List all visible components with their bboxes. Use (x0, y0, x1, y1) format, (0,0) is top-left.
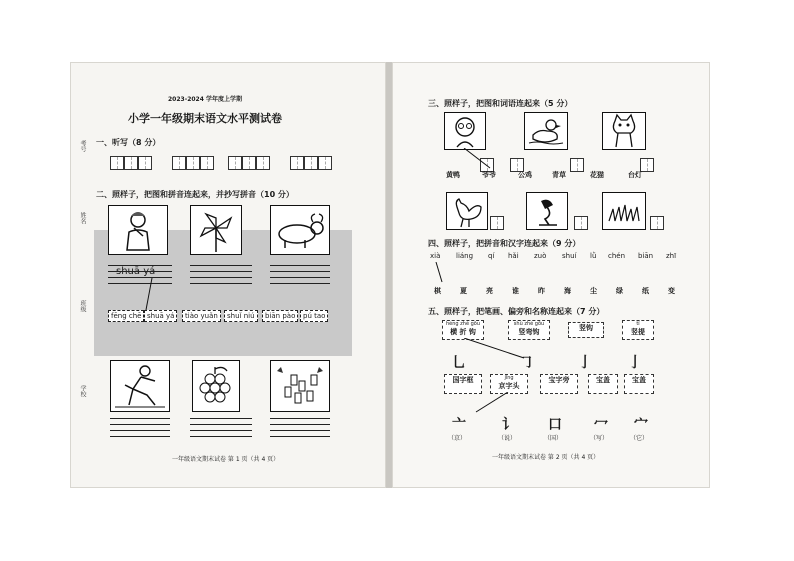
hanzi-item[interactable]: 变 (668, 287, 675, 295)
grapes-picture (192, 360, 240, 412)
stroke-name-card[interactable] (442, 320, 484, 340)
word-option[interactable]: 台灯 (628, 171, 642, 179)
copy-lines[interactable] (190, 418, 252, 442)
word-option[interactable]: 花猫 (590, 171, 604, 179)
stroke-name-hanzi: 竖弯钩 (518, 328, 540, 336)
water-buffalo-picture (270, 205, 330, 255)
sample-connector-line (430, 262, 450, 284)
rooster-picture (446, 192, 488, 230)
pinyin-item[interactable]: biān (638, 252, 654, 260)
copy-lines[interactable] (110, 418, 170, 442)
radical-example: （京） (448, 435, 467, 442)
radical-name-card[interactable] (444, 374, 482, 394)
pinyin-option[interactable]: pú tao (300, 310, 328, 322)
pinyin-item[interactable]: zhī (666, 252, 677, 260)
hanzi-item[interactable]: 海 (564, 287, 571, 295)
stroke-name-card[interactable] (568, 322, 604, 338)
answer-box[interactable] (490, 216, 504, 230)
dictation-box[interactable] (318, 156, 332, 170)
answer-box[interactable] (570, 158, 584, 172)
radical-name-hanzi: 宝字旁 (548, 376, 570, 384)
radical-glyph[interactable]: 亠 (452, 417, 466, 433)
dictation-box[interactable] (228, 156, 242, 170)
grass-picture (602, 192, 646, 230)
radical-name-hanzi: 宝盖 (596, 376, 610, 384)
pinyin-item[interactable]: xià (430, 252, 441, 260)
stroke-name-hanzi: 竖钩 (579, 324, 593, 332)
dictation-box[interactable] (172, 156, 186, 170)
word-option[interactable]: 黄鸭 (446, 171, 460, 179)
hanzi-item[interactable]: 纸 (642, 287, 649, 295)
stroke-name-pinyin: shù zhé gōu (513, 321, 545, 327)
hanzi-item[interactable]: 绿 (616, 287, 623, 295)
stroke-name-card[interactable] (622, 320, 654, 340)
pinyin-option[interactable]: tiào yuǎn (182, 310, 221, 322)
grandpa-picture (444, 112, 486, 150)
pinyin-option[interactable]: biān pào (262, 310, 298, 322)
hanzi-item[interactable]: 谁 (512, 287, 519, 295)
sample-connector-line (140, 278, 160, 312)
stroke-name-pinyin: tí (636, 321, 640, 327)
pinyin-item[interactable]: qí (488, 252, 495, 260)
pinyin-item[interactable]: shuí (562, 252, 577, 260)
word-option[interactable]: 爷爷 (482, 171, 496, 179)
hanzi-item[interactable]: 昨 (538, 287, 545, 295)
radical-name-hanzi: 宝盖 (632, 376, 646, 384)
section-3-heading: 三、照样子，把图和词语连起来（5 分） (428, 99, 573, 108)
side-label-id: 考号 (79, 140, 86, 152)
child-brushing-teeth-picture (108, 205, 168, 255)
radical-example: （国） (544, 435, 563, 442)
radical-name-card[interactable] (588, 374, 618, 394)
dictation-box[interactable] (138, 156, 152, 170)
side-label-class: 班级 (79, 300, 86, 312)
sample-connector-line (470, 392, 520, 414)
pinyin-option[interactable]: fēng chē (108, 310, 144, 322)
radical-name-hanzi: 京字头 (498, 382, 520, 390)
radical-example: （写） (590, 435, 609, 442)
radical-name-card[interactable] (624, 374, 654, 394)
duck-picture (524, 112, 568, 150)
hanzi-item[interactable]: 亮 (486, 287, 493, 295)
radical-glyph[interactable]: 宀 (634, 417, 648, 433)
radical-glyph[interactable]: 讠 (502, 417, 516, 433)
year-term: 2023-2024 学年度上学期 (168, 96, 242, 103)
page-1-footer: 一年级语文期末试卷 第 1 页（共 4 页） (172, 456, 280, 463)
pinyin-item[interactable]: hǎi (508, 252, 519, 260)
pinwheel-picture (190, 205, 242, 255)
radical-example: （它） (630, 435, 649, 442)
sample-connector-line (460, 148, 500, 170)
dictation-box[interactable] (242, 156, 256, 170)
word-option[interactable]: 青草 (552, 171, 566, 179)
stroke-glyph[interactable]: 乚 (452, 355, 466, 371)
word-option[interactable]: 公鸡 (518, 171, 532, 179)
dictation-box[interactable] (124, 156, 138, 170)
radical-example: （说） (498, 435, 517, 442)
pinyin-item[interactable]: lǜ (590, 252, 597, 260)
page-2-footer: 一年级语文期末试卷 第 2 页（共 4 页） (492, 454, 600, 461)
hanzi-item[interactable]: 棋 (434, 287, 441, 295)
dictation-box[interactable] (256, 156, 270, 170)
side-label-name: 姓名 (79, 212, 86, 224)
section-5-heading: 五、照样子，把笔画、偏旁和名称连起来（7 分） (428, 307, 605, 316)
section-1-heading: 一、听写（8 分） (96, 138, 161, 147)
firecrackers-picture (270, 360, 330, 412)
desk-lamp-picture (526, 192, 568, 230)
hanzi-item[interactable]: 尘 (590, 287, 597, 295)
radical-name-card[interactable] (490, 374, 528, 394)
pinyin-option[interactable]: shuā yá (144, 310, 177, 322)
side-label-school: 学校 (79, 385, 86, 397)
dictation-box[interactable] (200, 156, 214, 170)
pinyin-option[interactable]: shuǐ niú (224, 310, 258, 322)
radical-name-pinyin: jīng (504, 375, 514, 381)
radical-name-card[interactable] (540, 374, 578, 394)
stroke-name-pinyin: héng zhé gōu (445, 321, 481, 327)
pinyin-item[interactable]: zuò (534, 252, 547, 260)
cat-picture (602, 112, 646, 150)
copy-lines[interactable] (270, 265, 330, 289)
answer-box[interactable] (640, 158, 654, 172)
radical-glyph[interactable]: 冖 (594, 417, 608, 433)
radical-glyph[interactable]: 口 (548, 417, 562, 433)
section-2-heading: 二、照样子，把图和拼音连起来，并抄写拼音（10 分） (96, 190, 294, 199)
dictation-box[interactable] (304, 156, 318, 170)
stroke-glyph[interactable]: 亅 (578, 355, 592, 371)
stroke-name-hanzi: 竖提 (631, 328, 645, 336)
copy-lines[interactable] (190, 265, 252, 289)
stroke-glyph[interactable]: ㇆ (520, 355, 534, 371)
dictation-box[interactable] (110, 156, 124, 170)
radical-name-hanzi: 国字框 (452, 376, 474, 384)
child-jumping-picture (110, 360, 170, 412)
stroke-name-card[interactable] (508, 320, 550, 340)
dictation-box[interactable] (186, 156, 200, 170)
section-4-heading: 四、照样子，把拼音和汉字连起来（9 分） (428, 239, 581, 248)
answer-box[interactable] (650, 216, 664, 230)
answer-box[interactable] (574, 216, 588, 230)
stroke-glyph[interactable]: 亅 (628, 355, 642, 371)
dictation-box[interactable] (290, 156, 304, 170)
copy-lines[interactable] (270, 418, 330, 442)
pinyin-item[interactable]: liáng (456, 252, 474, 260)
pinyin-item[interactable]: chén (608, 252, 626, 260)
stroke-name-hanzi: 横 折 钩 (450, 328, 476, 336)
hanzi-item[interactable]: 夏 (460, 287, 467, 295)
page-title: 小学一年级期末语文水平测试卷 (128, 112, 282, 125)
